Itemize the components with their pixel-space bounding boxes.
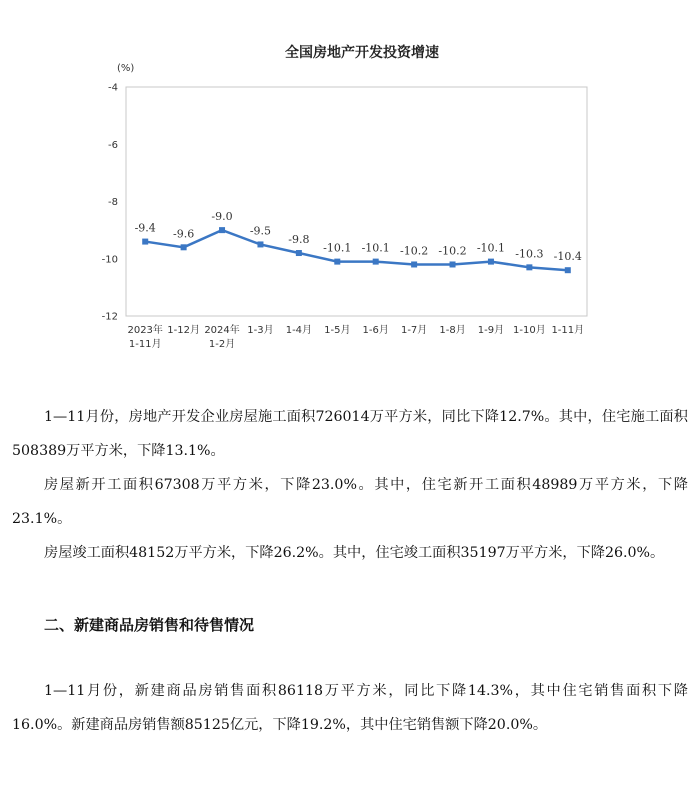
data-point	[373, 259, 379, 265]
y-tick-label: -6	[108, 139, 118, 151]
data-label: -10.1	[361, 241, 390, 255]
data-point	[296, 250, 302, 256]
data-point	[334, 259, 340, 265]
x-tick-label: 1-5月	[324, 325, 351, 336]
x-tick-label: 1-3月	[247, 325, 274, 336]
article-body	[0, 400, 700, 742]
data-label: -10.4	[553, 250, 582, 264]
y-tick-label: -4	[108, 82, 118, 94]
x-tick-label: 1-9月	[477, 325, 505, 336]
plot-frame	[126, 87, 587, 316]
y-axis-ticks	[102, 83, 118, 323]
x-tick-label: 1-11月	[551, 325, 585, 336]
data-label: -9.6	[173, 227, 195, 241]
data-point	[411, 261, 417, 267]
data-label: -9.4	[134, 221, 156, 235]
data-label: -10.2	[400, 244, 429, 258]
x-tick-label: 1-6月	[362, 325, 389, 336]
data-label: -10.3	[515, 247, 544, 261]
x-tick-label: 1-8月	[439, 325, 466, 336]
y-tick-label: -12	[101, 311, 118, 323]
x-tick-label: 1-4月	[285, 325, 313, 336]
data-point	[565, 267, 571, 273]
data-point	[142, 239, 148, 245]
data-point	[219, 227, 225, 233]
investment-growth-chart	[0, 0, 700, 370]
x-tick-label: 2024年 1-2月	[204, 325, 240, 350]
data-labels	[135, 210, 582, 263]
x-tick-label: 1-7月	[400, 325, 428, 336]
data-point	[526, 264, 532, 270]
y-tick-label: -8	[108, 197, 118, 208]
series-points	[142, 227, 571, 273]
data-label: -10.1	[476, 241, 506, 255]
data-point	[257, 241, 263, 247]
data-point	[488, 259, 494, 265]
data-point	[181, 244, 187, 250]
y-axis-unit: (%)	[117, 63, 135, 74]
data-label: -9.8	[288, 233, 310, 247]
section-heading: 二、新建商品房销售和待售情况	[44, 616, 255, 634]
data-label: -10.2	[438, 244, 467, 258]
x-tick-label: 1-10月	[513, 325, 546, 336]
paragraph-sales: 1—11月份，新建商品房销售面积86118万平方米，同比下降14.3%，其中住宅销售面积下降16.0%。新建商品房销售额85125亿元，下降19.2%，其中住宅销售额下降20.0%。	[12, 683, 688, 733]
data-label: -9.5	[249, 224, 272, 238]
paragraph-new-construction: 房屋新开工面积67308万平方米，下降23.0%。其中，住宅新开工面积48989万平方米，下降23.1%。	[12, 477, 688, 527]
data-label: -9.0	[211, 210, 233, 224]
data-label: -10.1	[323, 241, 352, 255]
x-tick-label: 2023年 1-11月	[127, 325, 163, 350]
x-axis-labels	[127, 323, 584, 350]
paragraph-completion: 房屋竣工面积48152万平方米，下降26.2%。其中，住宅竣工面积35197万平方米，下降26.0%。	[44, 545, 665, 561]
chart-title: 全国房地产开发投资增速	[285, 45, 439, 61]
x-tick-label: 1-12月	[167, 325, 200, 336]
paragraph-construction-area: 1—11月份，房地产开发企业房屋施工面积726014万平方米，同比下降12.7%。其中，住宅施工面积508389万平方米，下降13.1%。	[12, 409, 688, 459]
y-tick-label: -10	[101, 254, 118, 266]
data-point	[450, 261, 456, 267]
